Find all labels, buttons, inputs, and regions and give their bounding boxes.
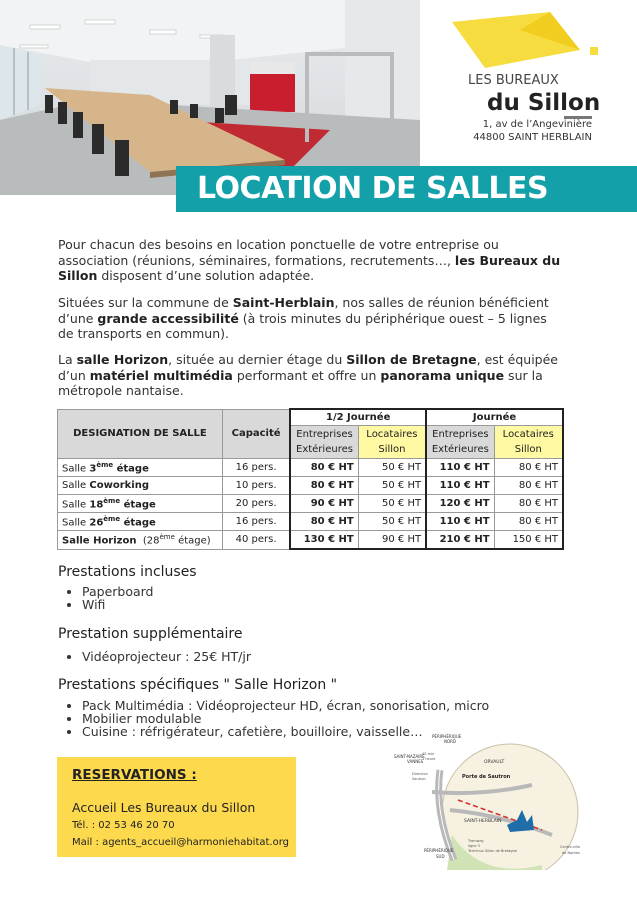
map-label: ligne 3 [468,844,480,848]
full-loc-price: 80 € HT [494,495,563,513]
table-row [58,495,564,513]
half-loc-price: 50 € HT [358,513,426,531]
list-item: • Pack Multimédia : Vidéoprojecteur HD, écran, sonorisation, micro [82,699,489,712]
map-label: 1 heure [422,757,436,761]
map-label: Centre-ville [560,845,581,849]
room-name [58,459,223,477]
col-half-ext [290,426,358,459]
full-ext-price: 110 € HT [426,513,494,531]
table-row [58,477,564,495]
list-item: • Cuisine : réfrigérateur, cafetière, bouilloire, vaisselle… [82,725,489,738]
full-loc-price: 150 € HT [494,531,563,550]
list-item: • Mobilier modulable [82,712,489,725]
room-sup: ème [96,460,114,469]
half-loc-price: 50 € HT [358,495,426,513]
header-text: Entreprises [432,429,489,440]
room-prefix: Salle [62,517,90,529]
room-suffix: étage [120,517,156,529]
room-name [58,495,223,513]
phone-number[interactable]: 02 53 46 20 70 [98,820,175,831]
map-label: 45 min [422,752,435,756]
header-text: Sillon [378,444,406,455]
mail-label: Mail : [72,837,99,848]
reservations-box [57,757,296,857]
brand-logo-icon [440,10,630,150]
room-suffix: étage) [174,535,211,547]
intro-text: , nos salles de réunion bénéficient d’une [58,295,549,326]
half-ext-price: 80 € HT [290,477,358,495]
intro-text: , est équipée d’un [58,352,559,383]
map-label: NORD [444,739,456,744]
address-line2: 44800 SAINT HERBLAIN [473,132,592,143]
intro-highlight: grande accessibilité [97,310,239,326]
page-title: LOCATION DE SALLES [197,171,549,206]
intro-text: performant et offre un [232,367,381,383]
map-label: VANNES [407,759,424,764]
title-banner [176,166,637,212]
intro-text: Pour chacun des besoins en location ponctuelle de votre entreprise ou association (réunions, séminaires, formations, recrutements…, [58,237,499,268]
table-row [58,513,564,531]
map-label: SAINT-HERBLAIN [464,819,502,824]
room-name [58,477,223,495]
half-loc-price: 50 € HT [358,477,426,495]
capacity: 20 pers. [222,495,290,513]
room-prefix: Salle Horizon [62,535,137,547]
access-map [392,730,592,870]
reservations-mail [72,837,289,848]
half-loc-price: 90 € HT [358,531,426,550]
intro-highlight: Sillon de Bretagne [346,352,477,367]
intro-paragraph-2 [58,295,564,342]
col-designation: DESIGNATION DE SALLE [58,409,223,459]
header-text: Entreprises [296,429,353,440]
half-ext-price: 130 € HT [290,531,358,550]
intro-paragraph-1 [58,237,564,284]
map-label: Sautron [412,777,426,781]
map-label: Terminus Sillon de Bretagne [468,849,517,853]
header-text: Locataires [366,429,418,440]
header-text: Sillon [514,444,542,455]
capacity: 16 pers. [222,459,290,477]
room-name [58,531,223,550]
map-label: Direction [412,772,428,776]
full-ext-price: 110 € HT [426,477,494,495]
full-loc-price: 80 € HT [494,513,563,531]
map-label: SUD [436,854,445,859]
full-loc-price: 80 € HT [494,459,563,477]
intro-highlight: Saint-Herblain [232,295,335,310]
map-label: Tramway [468,839,484,843]
room-suffix: étage [113,463,149,475]
room-num: 26 [89,517,104,529]
address-line1: 1, av de l’Angevinière [482,119,592,130]
table-row [58,459,564,477]
col-full-loc [494,426,563,459]
reservations-title: RESERVATIONS : [72,767,197,783]
map-label: PÉRIPHÉRIQUE [424,848,454,853]
map-label: ORVAULT [484,760,505,765]
intro-text: (à trois minutes du périphérique ouest – 5 lignes de transports en commun). [58,310,547,341]
col-capacite: Capacité [222,409,290,459]
room-sup: ème [103,496,121,505]
full-loc-price: 80 € HT [494,477,563,495]
incluses-list [64,585,154,611]
full-ext-price: 210 € HT [426,531,494,550]
col-group-half: 1/2 Journée [290,409,426,426]
room-num: 18 [89,499,104,511]
brand-block [440,10,630,150]
phone-label: Tél. : [72,820,96,831]
map-label: Porte de Sautron [462,774,511,780]
list-item: • Paperboard [82,585,154,598]
half-loc-price: 50 € HT [358,459,426,477]
section-supp-title: Prestation supplémentaire [58,626,243,642]
section-specifiques-title: Prestations spécifiques " Salle Horizon " [58,677,338,693]
list-item: • Vidéoprojecteur : 25€ HT/jr [82,650,251,663]
section-incluses-title: Prestations incluses [58,564,197,580]
room-sup: ème [159,533,175,542]
table-row [58,531,564,550]
rates-table [57,408,564,550]
access-map-illustration [392,730,592,870]
intro-highlight: panorama unique [380,367,505,383]
header-text: Extérieures [431,444,489,455]
room-num: Coworking [89,480,149,491]
map-label: de Nantes [562,851,580,855]
room-sup: ème [103,514,121,523]
brand-line2: du Sillon [487,90,601,116]
list-item: • Wifi [82,598,154,611]
intro-highlight: les Bureaux du Sillon [58,252,561,283]
capacity: 16 pers. [222,513,290,531]
supp-list [64,650,251,663]
room-prefix: Salle [62,463,90,475]
full-ext-price: 120 € HT [426,495,494,513]
intro-highlight: matériel multimédia [89,367,233,383]
col-full-ext [426,426,494,459]
room-num: (28 [142,535,160,547]
reservations-name: Accueil Les Bureaux du Sillon [72,800,256,815]
capacity: 10 pers. [222,477,290,495]
map-label: SAINT-NAZAIRE [394,754,425,759]
full-ext-price: 110 € HT [426,459,494,477]
intro-text: sur la métropole nantaise. [58,367,543,398]
col-half-loc [358,426,426,459]
half-ext-price: 90 € HT [290,495,358,513]
intro-text: La [58,352,77,367]
col-group-full: Journée [426,409,563,426]
half-ext-price: 80 € HT [290,513,358,531]
intro-text: , située au dernier étage du [168,352,347,367]
room-prefix: Salle [62,499,90,511]
intro-highlight: salle Horizon [76,352,169,367]
room-prefix: Salle [62,480,90,491]
intro-text: disposent d’une solution adaptée. [97,268,315,283]
reservations-phone [72,820,175,831]
map-label: PÉRIPHÉRIQUE [432,734,462,739]
brand-line1: LES BUREAUX [468,73,559,88]
room-num: 3 [89,463,97,475]
mail-address[interactable]: agents_accueil@harmoniehabitat.org [102,837,290,848]
room-name [58,513,223,531]
room-suffix: étage [120,499,156,511]
header-text: Extérieures [296,444,353,455]
capacity: 40 pers. [222,531,290,550]
header-text: Locataires [502,429,554,440]
half-ext-price: 80 € HT [290,459,358,477]
intro-paragraph-3 [58,352,564,399]
intro-text: Situées sur la commune de [58,295,233,310]
